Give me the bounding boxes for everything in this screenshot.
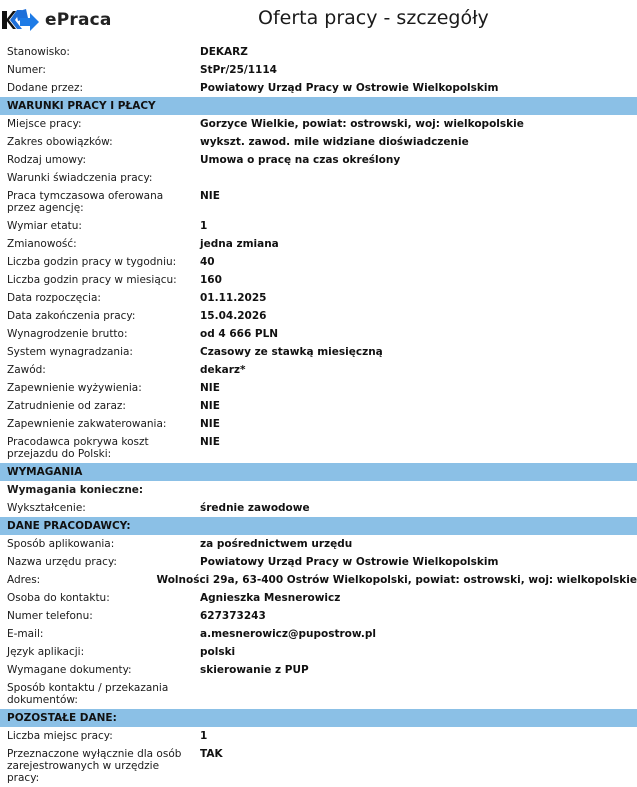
offer-details: [0, 43, 637, 787]
field-label: Rodzaj umowy:: [7, 154, 86, 166]
field-label: Zapewnienie zakwaterowania:: [7, 418, 167, 430]
field-label: E-mail:: [7, 628, 44, 640]
page-header: [0, 0, 637, 40]
field-label: Stanowisko:: [7, 46, 70, 58]
field-value: 627373243: [200, 610, 266, 622]
field-value: [200, 172, 637, 184]
field-row: [0, 553, 637, 571]
field-value: polski: [200, 646, 236, 658]
field-row: [0, 433, 637, 463]
field-label: System wynagradzania:: [7, 346, 133, 358]
section-warunki-rows: [0, 115, 637, 463]
field-row: [0, 187, 637, 217]
field-value: NIE: [200, 436, 220, 448]
field-value: Gorzyce Wielkie, powiat: ostrowski, woj: wielkopolskie: [200, 118, 524, 130]
field-value: za pośrednictwem urzędu: [200, 538, 353, 550]
field-label: Praca tymczasowa oferowana przez agencję:: [7, 190, 164, 214]
field-label: Pracodawca pokrywa koszt przejazdu do Polski:: [7, 436, 149, 460]
field-value: dekarz*: [200, 364, 246, 376]
field-row: [0, 661, 637, 679]
section-pracodawca-rows: [0, 535, 637, 709]
field-value: DEKARZ: [200, 46, 248, 58]
field-label: Zakres obowiązków:: [7, 136, 113, 148]
field-row: [0, 397, 637, 415]
field-label: Liczba godzin pracy w tygodniu:: [7, 256, 177, 268]
field-label: Sposób kontaktu / przekazania dokumentów:: [7, 682, 169, 706]
field-label: Przeznaczone wyłącznie dla osób zarejestrowanych w urzędzie pracy:: [7, 748, 182, 784]
field-label: Zmianowość:: [7, 238, 77, 250]
field-row: [0, 625, 637, 643]
field-label: Osoba do kontaktu:: [7, 592, 110, 604]
section-header-wymagania: WYMAGANIA: [0, 463, 637, 481]
field-label: Wykształcenie:: [7, 502, 86, 514]
field-value: Agnieszka Mesnerowicz: [200, 592, 341, 604]
field-label: Miejsce pracy:: [7, 118, 82, 130]
field-row: [0, 289, 637, 307]
field-value: 40: [200, 256, 215, 268]
field-value: NIE: [200, 190, 220, 202]
field-value: Umowa o pracę na czas określony: [200, 154, 401, 166]
field-row-numer: [0, 61, 637, 79]
field-value: [200, 682, 637, 706]
field-label: Zawód:: [7, 364, 46, 376]
field-label: Numer telefonu:: [7, 610, 93, 622]
field-label: Numer:: [7, 64, 46, 76]
field-value: NIE: [200, 382, 220, 394]
field-value: Czasowy ze stawką miesięczną: [200, 346, 383, 358]
field-label: Liczba miejsc pracy:: [7, 730, 113, 742]
field-value: NIE: [200, 418, 220, 430]
section-header-warunki: WARUNKI PRACY I PŁACY: [0, 97, 637, 115]
field-row-stanowisko: [0, 43, 637, 61]
field-value: 15.04.2026: [200, 310, 267, 322]
field-value: NIE: [200, 400, 220, 412]
subheading-wymagania-konieczne: [0, 481, 637, 499]
field-value[interactable]: a.mesnerowicz@pupostrow.pl: [200, 628, 377, 640]
field-row: [0, 325, 637, 343]
field-row: [0, 343, 637, 361]
field-row: [0, 361, 637, 379]
field-label: Wymiar etatu:: [7, 220, 82, 232]
field-row: [0, 535, 637, 553]
field-value: jedna zmiana: [200, 238, 279, 250]
field-value: 160: [200, 274, 222, 286]
field-label: Wymagane dokumenty:: [7, 664, 132, 676]
field-label: Data zakończenia pracy:: [7, 310, 136, 322]
field-row: [0, 115, 637, 133]
field-label: Nazwa urzędu pracy:: [7, 556, 117, 568]
field-row: [0, 643, 637, 661]
field-row: [0, 217, 637, 235]
field-value: StPr/25/1114: [200, 64, 277, 76]
field-label: Liczba godzin pracy w miesiącu:: [7, 274, 177, 286]
field-row: [0, 379, 637, 397]
field-row: [0, 415, 637, 433]
field-label: Warunki świadczenia pracy:: [7, 172, 153, 184]
field-label: Dodane przez:: [7, 82, 84, 94]
section-header-pozostale: POZOSTAŁE DANE:: [0, 709, 637, 727]
field-row: [0, 571, 637, 589]
field-value: 1: [200, 220, 208, 232]
field-value: 1: [200, 730, 208, 742]
field-value: TAK: [200, 748, 223, 760]
field-row: [0, 253, 637, 271]
field-label: Zapewnienie wyżywienia:: [7, 382, 142, 394]
field-row: [0, 307, 637, 325]
field-label: Język aplikacji:: [7, 646, 85, 658]
section-pozostale-rows: [0, 727, 637, 787]
field-value: od 4 666 PLN: [200, 328, 279, 340]
epraca-logo[interactable]: [2, 8, 112, 32]
epraca-logo-icon: [2, 8, 40, 32]
field-row: [0, 169, 637, 187]
field-value: skierowanie z PUP: [200, 664, 309, 676]
subheading-label: Wymagania konieczne:: [7, 484, 144, 496]
field-value: średnie zawodowe: [200, 502, 310, 514]
field-row: [0, 589, 637, 607]
field-label: Wynagrodzenie brutto:: [7, 328, 128, 340]
field-value: wykszt. zawod. mile widziane dioświadczenie: [200, 136, 469, 148]
section-header-dane-pracodawcy: DANE PRACODAWCY:: [0, 517, 637, 535]
page-title: Oferta pracy - szczegóły: [258, 7, 489, 29]
field-label: Data rozpoczęcia:: [7, 292, 101, 304]
logo-text: ePraca: [45, 10, 112, 30]
field-row: [0, 499, 637, 517]
field-row: [0, 133, 637, 151]
field-label: Zatrudnienie od zaraz:: [7, 400, 126, 412]
field-value: 01.11.2025: [200, 292, 267, 304]
field-value: Wolności 29a, 63-400 Ostrów Wielkopolski, powiat: ostrowski, woj: wielkopolskie: [156, 574, 637, 586]
field-row: [0, 607, 637, 625]
field-row: [0, 727, 637, 745]
field-row: [0, 151, 637, 169]
field-label: Sposób aplikowania:: [7, 538, 115, 550]
field-row: [0, 271, 637, 289]
section-wymagania-rows: [0, 499, 637, 517]
field-row-dodane-przez: [0, 79, 637, 97]
field-value: Powiatowy Urząd Pracy w Ostrowie Wielkopolskim: [200, 82, 499, 94]
field-row: [0, 235, 637, 253]
field-row: [0, 679, 637, 709]
field-value: Powiatowy Urząd Pracy w Ostrowie Wielkopolskim: [200, 556, 499, 568]
field-label: Adres:: [7, 574, 41, 586]
